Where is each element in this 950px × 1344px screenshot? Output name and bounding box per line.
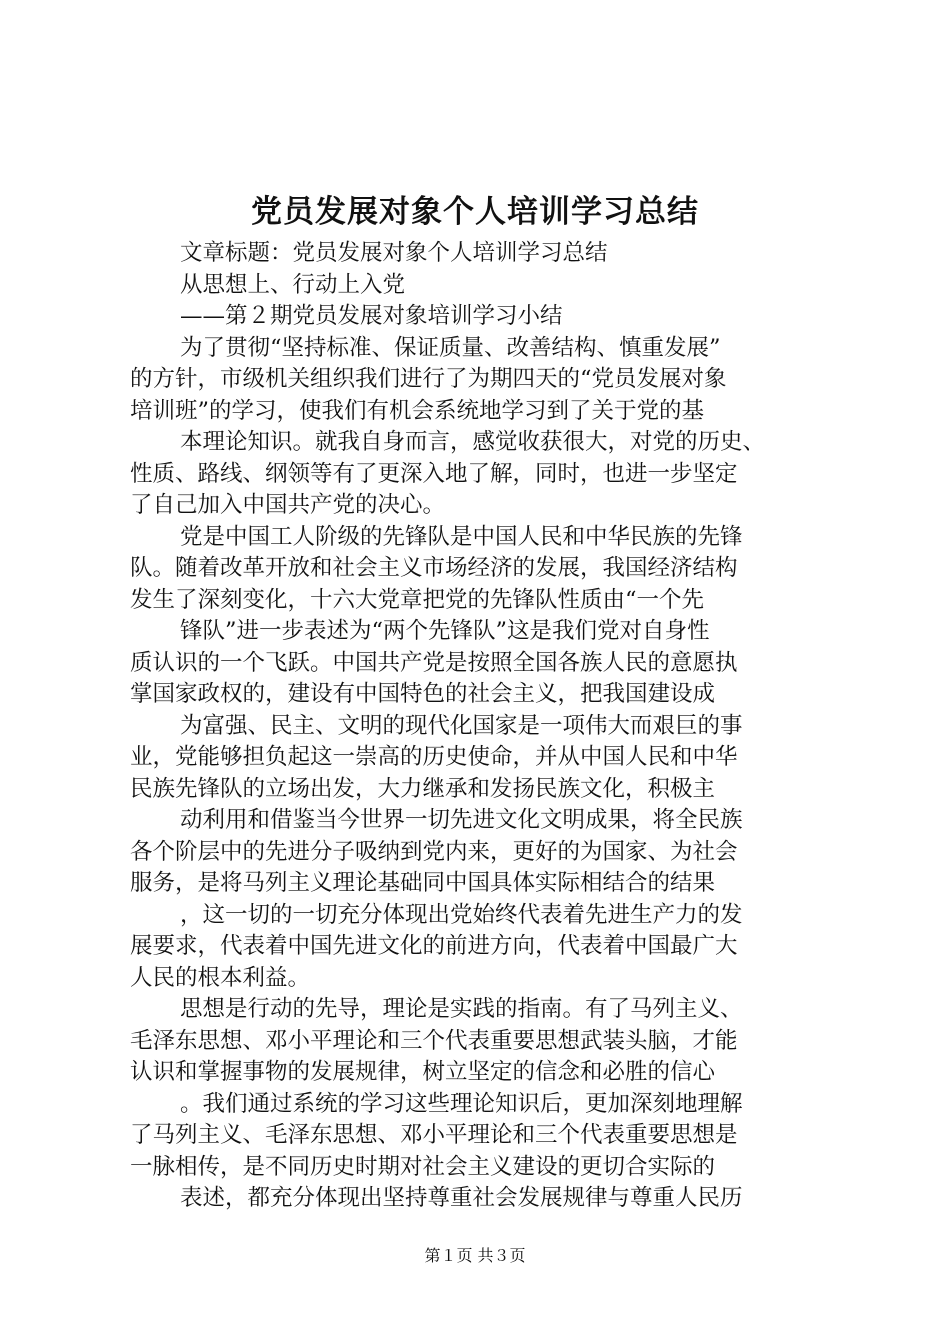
text-line: 文章标题：党员发展对象个人培训学习总结 — [180, 240, 608, 266]
document-title: 党员发展对象个人培训学习总结 — [251, 194, 699, 230]
text-line: 为富强、民主、文明的现代化国家是一项伟大而艰巨的事 — [180, 712, 743, 739]
document-body — [130, 238, 830, 1215]
text-line: 质认识的一个飞跃。中国共产党是按照全国各族人民的意愿执 — [130, 649, 738, 676]
text-line: 本理论知识。就我自身而言，感觉收获很大，对党的历史、 — [180, 429, 766, 455]
text-line: 掌国家政权的，建设有中国特色的社会主义，把我国建设成 — [130, 681, 716, 707]
text-line: 一脉相传，是不同历史时期对社会主义建设的更切合实际的 — [130, 1153, 716, 1180]
page-footer: 第１页 共３页 — [424, 1246, 526, 1265]
text-line: 队。随着改革开放和社会主义市场经济的发展，我国经济结构 — [130, 555, 738, 581]
text-line: 了马列主义、毛泽东思想、邓小平理论和三个代表重要思想是 — [130, 1122, 738, 1148]
text-line: 为了贯彻“坚持标准、保证质量、改善结构、慎重发展” — [180, 334, 721, 361]
text-line: 各个阶层中的先进分子吸纳到党内来，更好的为国家、为社会 — [130, 838, 738, 865]
text-line: 服务，是将马列主义理论基础同中国具体实际相结合的结果 — [130, 870, 716, 896]
text-line: 人民的根本利益。 — [130, 964, 311, 991]
text-line: 展要求，代表着中国先进文化的前进方向，代表着中国最广大 — [130, 933, 738, 959]
text-line: 党是中国工人阶级的先锋队是中国人民和中华民族的先锋 — [180, 523, 743, 550]
text-line: 动利用和借鉴当今世界一切先进文化文明成果，将全民族 — [180, 807, 743, 833]
text-line: 锋队”进一步表述为“两个先锋队”这是我们党对自身性 — [180, 618, 710, 644]
text-line: 性质、路线、纲领等有了更深入地了解，同时，也进一步坚定 — [130, 460, 738, 487]
text-line: 。我们通过系统的学习这些理论知识后，更加深刻地理解 — [180, 1090, 743, 1117]
text-line: 发生了深刻变化，十六大党章把党的先锋队性质由“一个先 — [130, 586, 705, 613]
text-line: ——第２期党员发展对象培训学习小结 — [180, 303, 563, 329]
text-line: 认识和掌握事物的发展规律，树立坚定的信念和必胜的信心 — [130, 1059, 716, 1085]
text-line: 从思想上、行动上入党 — [180, 271, 406, 298]
text-line: 表述，都充分体现出坚持尊重社会发展规律与尊重人民历 — [180, 1185, 743, 1211]
text-line: 了自己加入中国共产党的决心。 — [130, 492, 446, 518]
text-line: 思想是行动的先导，理论是实践的指南。有了马列主义、 — [180, 996, 743, 1022]
text-line: 民族先锋队的立场出发，大力继承和发扬民族文化，积极主 — [130, 775, 716, 802]
text-line: 毛泽东思想、邓小平理论和三个代表重要思想武装头脑，才能 — [130, 1027, 738, 1054]
text-line: ，这一切的一切充分体现出党始终代表着先进生产力的发 — [180, 901, 743, 928]
text-line: 业，党能够担负起这一崇高的历史使命，并从中国人民和中华 — [130, 744, 738, 770]
text-line: 培训班”的学习，使我们有机会系统地学习到了关于党的基 — [130, 397, 705, 424]
text-line: 的方针，市级机关组织我们进行了为期四天的“党员发展对象 — [130, 366, 727, 392]
